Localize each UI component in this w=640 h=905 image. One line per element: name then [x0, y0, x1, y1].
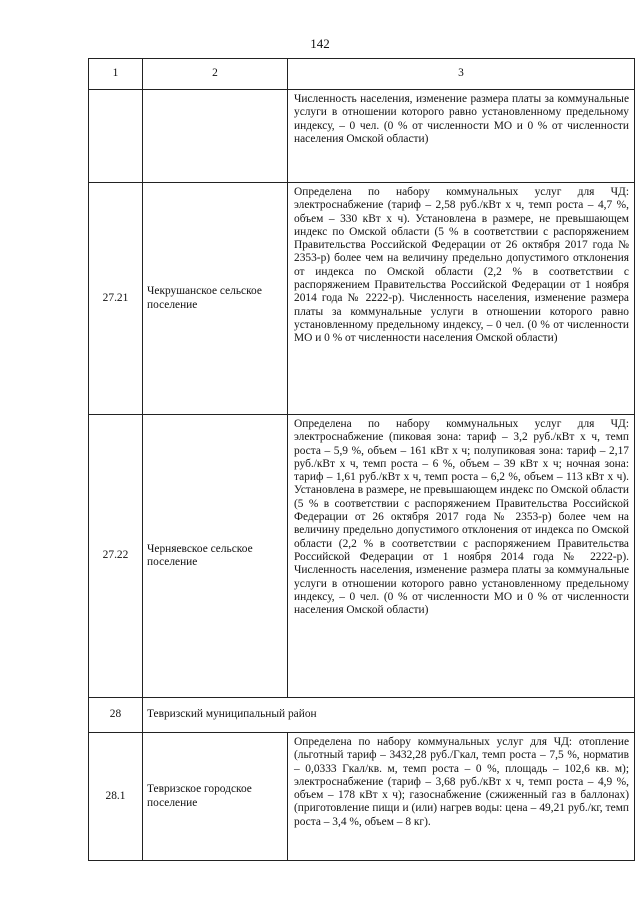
municipality-name [143, 90, 288, 183]
row-number [89, 90, 143, 183]
table-row [89, 90, 635, 183]
row-number: 28 [89, 698, 143, 733]
row-description: Численность населения, изменение размера платы за коммунальные услуги в отношении которого равно установленному предельному индексу, – 0 чел. (0 % от численности МО и 0 % от численности населения Омской области) [288, 90, 635, 183]
row-number: 28.1 [89, 733, 143, 861]
row-number: 27.21 [89, 183, 143, 415]
table-row [89, 698, 635, 733]
header-col-1: 1 [89, 59, 143, 90]
row-description: Определена по набору коммунальных услуг для ЧД: отопление (льготный тариф – 3432,28 руб./Гкал, темп роста – 7,5 %, норматив – 0,0333 Гкал/кв. м, темп роста – 0 %, площадь – 102,6 кв. м); электроснабжение (тариф – 3,68 руб./кВт х ч, темп роста – 4,9 %, объем – 178 кВт х ч); газоснабжение (сжиженный газ в баллонах) (приготовление пищи и (или) нагрев воды: цена – 49,21 руб./кг, темп роста – 3,4 %, объем – 8 кг). [288, 733, 635, 861]
table-row [89, 415, 635, 698]
table-row [89, 183, 635, 415]
header-col-3: 3 [288, 59, 635, 90]
row-description: Определена по набору коммунальных услуг для ЧД: электроснабжение (пиковая зона: тариф – 3,2 руб./кВт х ч, темп роста – 5,9 %, объем – 161 кВт х ч; полупиковая зона: тариф – 2,17 руб./кВт х ч, темп роста – 6 %, объем – 39 кВт х ч; ночная зона: тариф – 1,61 руб./кВт х ч, темп роста – 6,2 %, объем – 113 кВт х ч). Установлена в размере, не превышающем индекс по Омской области (5 % в соответствии с распоряжением Правительства Российской Федерации от 26 октября 2017 года № 2353-р) более чем на величину предельно допустимого отклонения от индекса по Омской области (2,2 % в соответствии с распоряжением Правительства Российской Федерации от 1 ноября 2014 года № 2222-р). Численность населения, изменение размера платы за коммунальные услуги в отношении которого равно установленному предельному индексу, – 0 чел. (0 % от численности МО и 0 % от численности населения Омской области) [288, 415, 635, 698]
table-header-row [89, 59, 635, 90]
header-col-2: 2 [143, 59, 288, 90]
table-row [89, 733, 635, 861]
municipality-name: Чекрушанское сельское поселение [143, 183, 288, 415]
district-name: Тевризский муниципальный район [143, 698, 635, 733]
indices-table [88, 58, 635, 861]
municipality-name: Черняевское сельское поселение [143, 415, 288, 698]
page-number: 142 [310, 36, 330, 51]
row-description: Определена по набору коммунальных услуг для ЧД: электроснабжение (тариф – 2,58 руб./кВт х ч, темп роста – 4,7 %, объем – 330 кВт х ч). Установлена в размере, не превышающем индекс по Омской области (5 % в соответствии с распоряжением Правительства Российской Федерации от 26 октября 2017 года № 2353-р) более чем на величину предельно допустимого отклонения от индекса по Омской области (2,2 % в соответствии с распоряжением Правительства Российской Федерации от 1 ноября 2014 года № 2222-р). Численность населения, изменение размера платы за коммунальные услуги в отношении которого равно установленному предельному индексу, – 0 чел. (0 % от численности МО и 0 % от численности населения Омской области) [288, 183, 635, 415]
row-number: 27.22 [89, 415, 143, 698]
municipality-name: Тевризское городское поселение [143, 733, 288, 861]
